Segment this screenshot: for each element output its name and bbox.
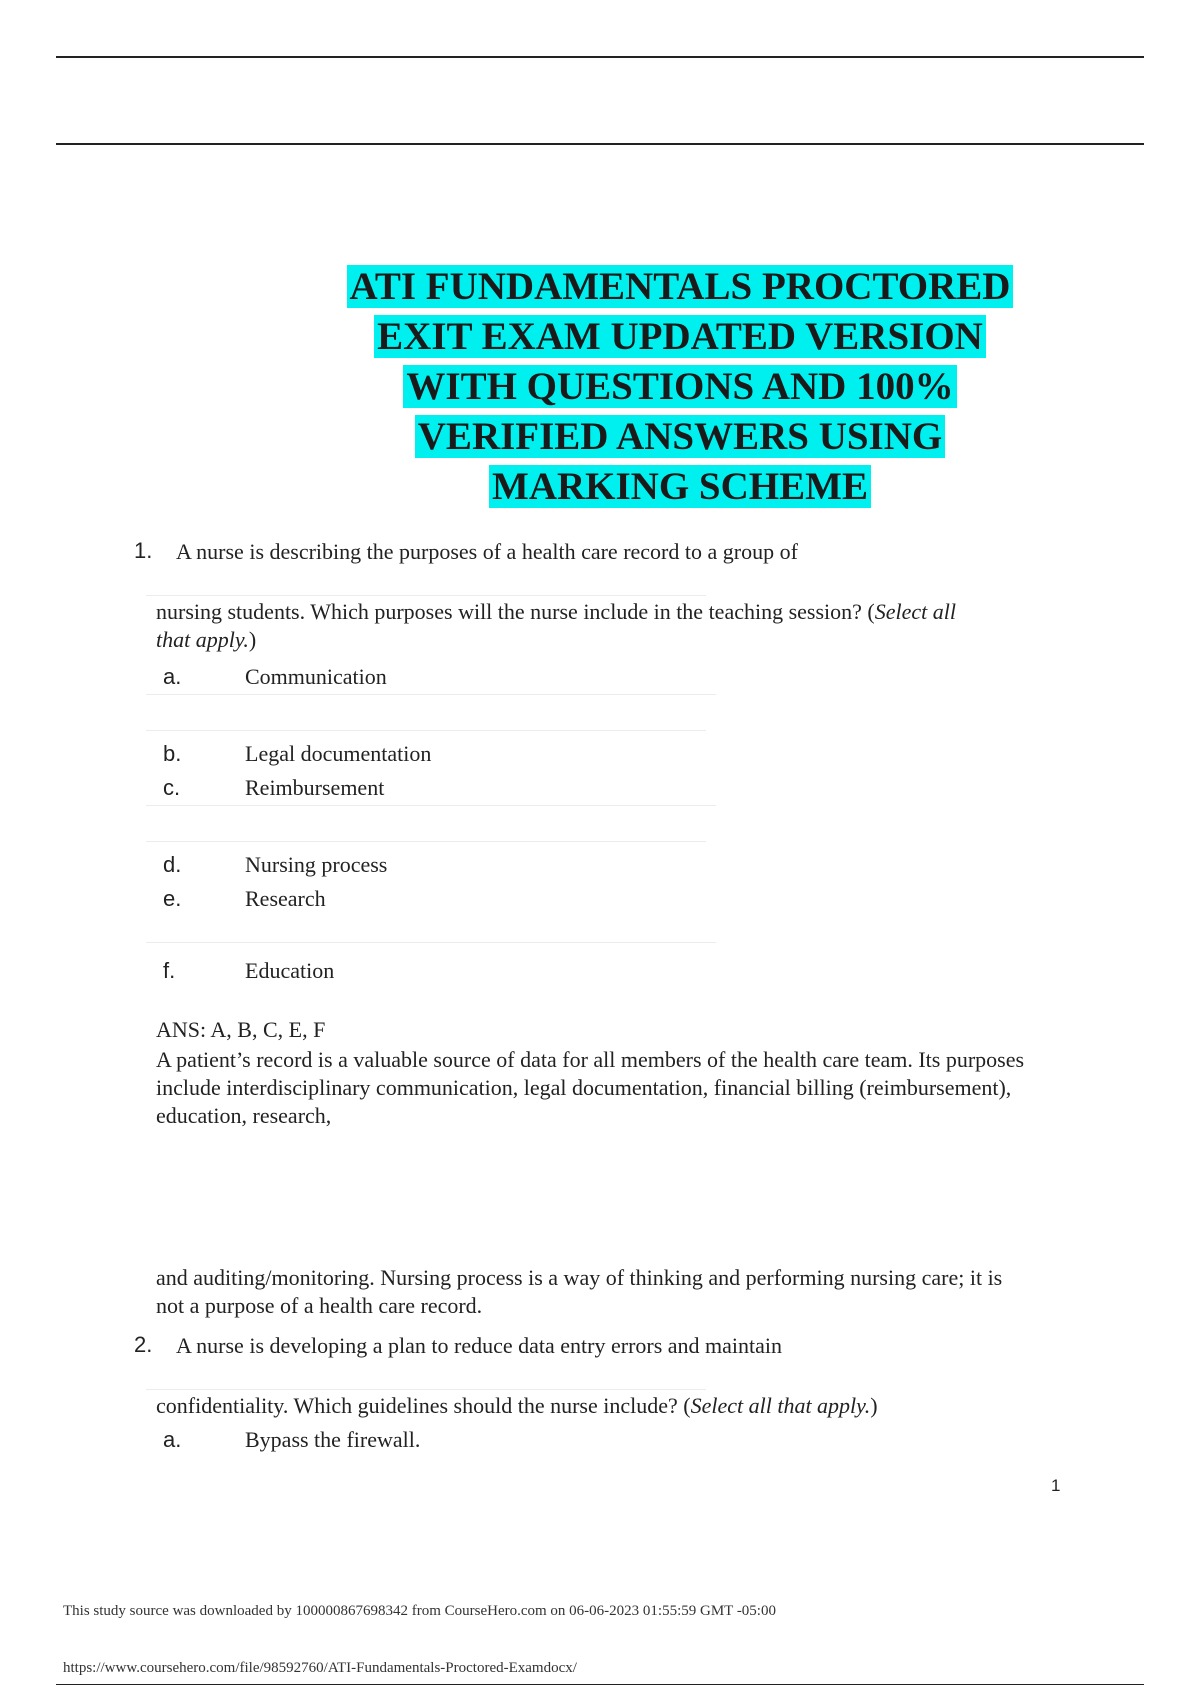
q1-stem-italic: Select all	[874, 599, 956, 624]
faint-rule	[146, 694, 716, 695]
question-1-stem-continued	[156, 598, 1056, 654]
faint-rule	[146, 1389, 706, 1390]
q1-option-c-text: Reimbursement	[245, 775, 385, 800]
title-line-5: MARKING SCHEME	[489, 465, 871, 508]
download-notice: This study source was downloaded by 100000867698342 from CourseHero.com on 06-06-2023 01:55:59 GMT -05:00	[63, 1603, 776, 1619]
header-rule-top	[56, 56, 1144, 58]
document-title	[330, 262, 1030, 512]
question-1-number: 1.	[134, 538, 153, 563]
q1-option-a-text: Communication	[245, 664, 387, 689]
faint-rule	[146, 841, 706, 842]
q1-stem-close: )	[248, 627, 257, 652]
title-line-2: EXIT EXAM UPDATED VERSION	[374, 315, 986, 358]
q2-option-a-letter: a.	[163, 1427, 182, 1452]
q1-option-d-text: Nursing process	[245, 852, 388, 877]
q1-option-d-letter: d.	[163, 852, 182, 877]
title-line-4: VERIFIED ANSWERS USING	[415, 415, 945, 458]
q1-option-e-text: Research	[245, 886, 326, 911]
question-1-stem-line1: A nurse is describing the purposes of a health care record to a group of	[176, 539, 798, 564]
title-line-1: ATI FUNDAMENTALS PROCTORED	[347, 265, 1014, 308]
q2-stem-text: confidentiality. Which guidelines should the nurse include? (	[156, 1393, 691, 1418]
question-2-stem-line1: A nurse is developing a plan to reduce data entry errors and maintain	[176, 1333, 783, 1358]
source-url[interactable]: https://www.coursehero.com/file/98592760/ATI-Fundamentals-Proctored-Examdocx/	[63, 1660, 577, 1676]
q1-option-c-letter: c.	[163, 775, 181, 800]
title-line-3: WITH QUESTIONS AND 100%	[403, 365, 956, 408]
question-2-stem-continued	[156, 1392, 1056, 1420]
q1-stem-italic-2: that apply.	[156, 627, 249, 652]
q1-option-b-letter: b.	[163, 741, 182, 766]
q1-option-a-letter: a.	[163, 664, 182, 689]
question-2-number: 2.	[134, 1332, 153, 1357]
faint-rule	[146, 730, 706, 731]
page-number: 1	[1051, 1476, 1061, 1495]
q1-rationale-part2: and auditing/monitoring. Nursing process is a way of thinking and performing nursing care; it is not a purpose of a health care record.	[156, 1265, 1003, 1318]
footer-rule	[56, 1684, 1144, 1685]
header-rule-bottom	[56, 143, 1144, 145]
q1-stem-text: nursing students. Which purposes will the nurse include in the teaching session? (	[156, 599, 875, 624]
q1-option-f-text: Education	[245, 958, 335, 983]
q2-stem-close: )	[870, 1393, 878, 1418]
faint-rule	[146, 595, 706, 596]
faint-rule	[146, 942, 716, 943]
q2-stem-italic: Select all that apply.	[690, 1393, 871, 1418]
q1-answer: ANS: A, B, C, E, F	[156, 1017, 326, 1042]
faint-rule	[146, 805, 716, 806]
q1-option-e-letter: e.	[163, 886, 182, 911]
q1-option-f-letter: f.	[163, 958, 176, 983]
q1-option-b-text: Legal documentation	[245, 741, 432, 766]
q2-option-a-text: Bypass the firewall.	[245, 1427, 421, 1452]
q1-rationale-part1: A patient’s record is a valuable source of data for all members of the health care team. Its purposes include interdisciplinary communication, legal documentation, financial billing (reimbursement), education, research,	[156, 1047, 1025, 1128]
